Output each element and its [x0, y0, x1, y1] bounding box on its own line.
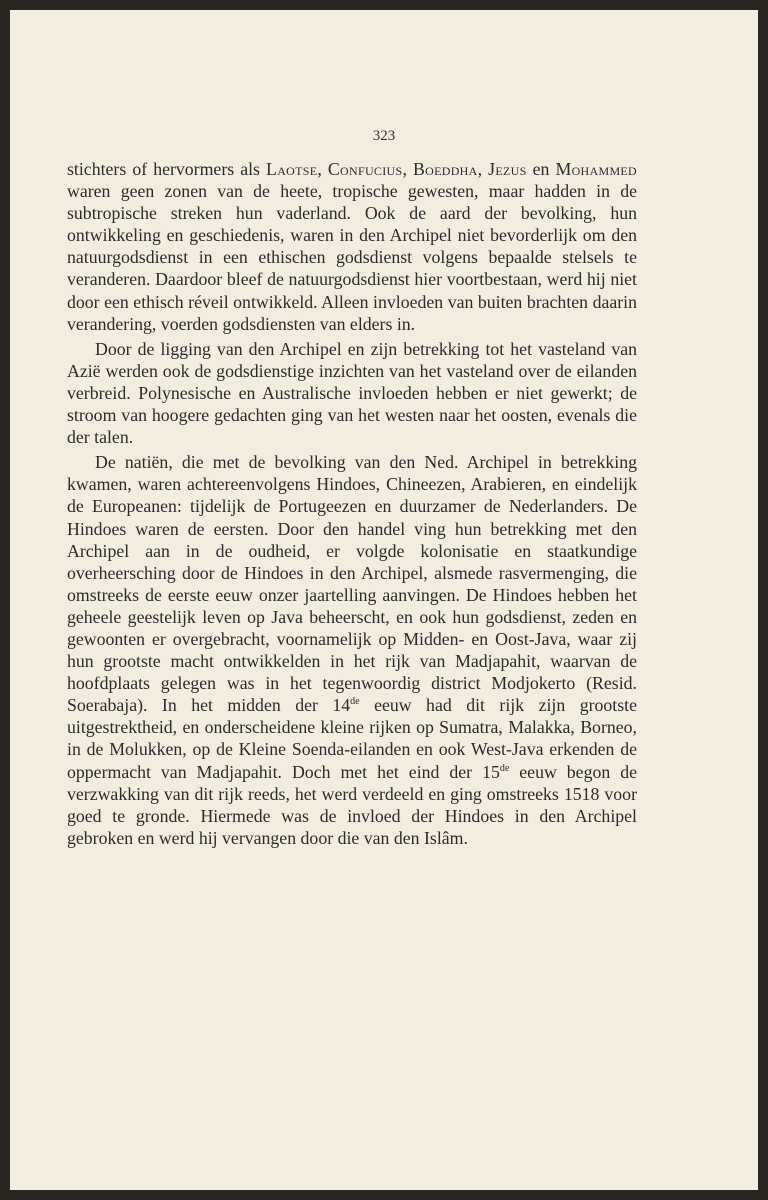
name-boeddha: Boeddha [412, 159, 478, 179]
text-run: eeuw begon de verzwakking van dit rijk reeds, het werd verdeeld en ging omstreeks 1518 voor goed te gronde. Hiermede was de invloed der Hindoes in den Archipel gebroken en werd hij vervangen door die van den Islâm. [67, 761, 637, 848]
name-confucius: Confucius [327, 159, 403, 179]
text-run: , [402, 159, 413, 179]
page-number: 323 [372, 128, 396, 144]
text-run: stichters of hervormers als [67, 159, 267, 179]
name-laotse: Laotse [266, 159, 318, 179]
page-body [67, 158, 637, 849]
text-run: en [526, 159, 556, 179]
text-run: , [477, 159, 489, 179]
paragraph-2: Door de ligging van den Archipel en zijn betrekking tot het vasteland van Azië werden ook de godsdienstige inzichten van het vasteland over de eilanden verbreid. Polynesische en Australische invloeden hebben er niet gewerkt; de stroom van hoogere gedachten ging van het westen naar het oosten, evenals die der talen. [67, 338, 637, 448]
text-run: , [317, 159, 328, 179]
book-page [10, 10, 758, 1190]
text-run: waren geen zonen van de heete, tropische gewesten, maar hadden in de subtropische streken hun vaderland. Ook de aard der bevolking, hun ontwikkeling en geschiedenis, waren in den Archipel niet bevorderlijk om den natuurgodsdienst in een ethischen godsdienst volgens bepaalde stelsels te veranderen. Daardoor bleef de natuurgodsdienst hier voortbestaan, werd hij niet door een ethisch réveil ontwikkeld. Alleen invloeden van buiten brachten daarin verandering, voerden godsdiensten van elders in. [67, 181, 637, 334]
paragraph-1 [67, 158, 637, 335]
text-run: eeuw had dit rijk zijn grootste uitgestrektheid, en onderscheidene kleine rijken op Sumatra, Malakka, Borneo, in de Molukken, op de Kleine Soenda-eilanden en ook West-Java erkenden de oppermacht van Madjapahit. Doch met het eind der 15 [67, 695, 637, 782]
text-run: De natiën, die met de bevolking van den Ned. Archipel in betrekking kwamen, waren achtereenvolgens Hindoes, Chineezen, Arabieren, en eindelijk de Europeanen: tijdelijk de Portugeezen en duurzamer de Nederlanders. De Hindoes waren de eersten. Door den handel ving hun betrekking met den Archipel aan in de oudheid, er volgde kolonisatie en staatkundige overheersching door de Hindoes in den Archipel, alsmede rasvermenging, die omstreeks de eerste eeuw onzer jaartelling aanvingen. De Hindoes hebben het geheele geestelijk leven op Java beheerscht, en ook hun godsdienst, zeden en gewoonten er overgebracht, voornamelijk op Midden- en Oost-Java, waar zij hun grootste macht ontwikkelden in het rijk van Madjapahit, waarvan de hoofdplaats gelegen was in het tegenwoordig district Modjokerto (Resid. Soerabaja). In het midden der 14 [67, 452, 637, 716]
paragraph-3 [67, 451, 637, 849]
ordinal-superscript: de [499, 762, 510, 774]
name-jezus: Jezus [488, 159, 527, 179]
ordinal-superscript: de [350, 696, 360, 708]
name-mohammed: Mohammed [555, 159, 638, 179]
